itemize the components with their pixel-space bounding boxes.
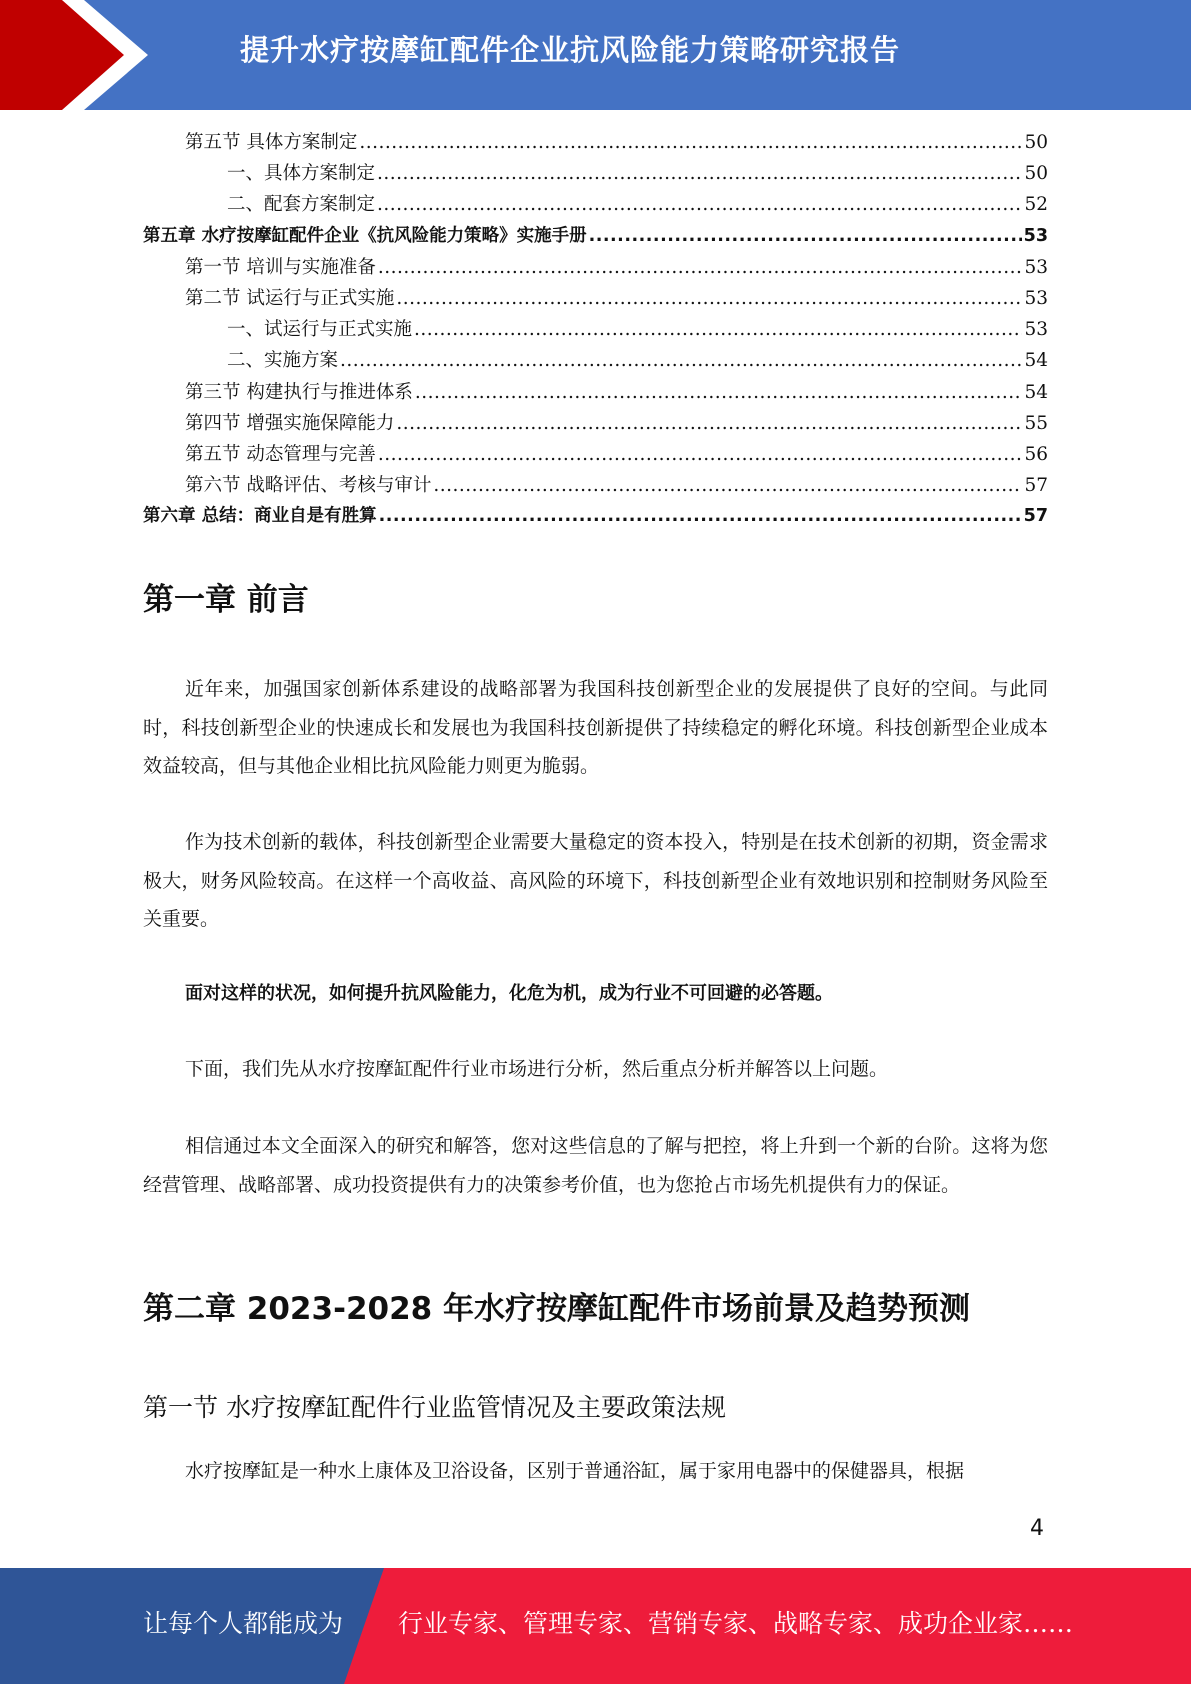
toc-entry-label: 第六节 战略评估、考核与审计 xyxy=(185,475,432,497)
toc-entry-page: 57 xyxy=(1023,506,1048,527)
toc-entry[interactable] xyxy=(143,190,1048,221)
toc-leader-dots xyxy=(378,257,1023,278)
paragraph: 下面，我们先从水疗按摩缸配件行业市场进行分析，然后重点分析并解答以上问题。 xyxy=(185,1058,889,1080)
toc-entry[interactable] xyxy=(143,159,1048,190)
section-heading: 第一节 水疗按摩缸配件行业监管情况及主要政策法规 xyxy=(143,1393,726,1422)
toc-entry-label: 二、配套方案制定 xyxy=(227,194,376,216)
toc-entry-label: 一、具体方案制定 xyxy=(227,163,376,185)
toc-entry[interactable] xyxy=(143,128,1048,159)
toc-entry-label: 第二节 试运行与正式实施 xyxy=(185,287,395,309)
toc-entry-page: 54 xyxy=(1024,350,1048,372)
page-header xyxy=(0,0,1191,110)
page-number: 4 xyxy=(1030,1516,1044,1541)
paragraph: 近年来，加强国家创新体系建设的战略部署为我国科技创新型企业的发展提供了良好的空间。与此同时，科技创新型企业的快速成长和发展也为我国科技创新提供了持续稳定的孵化环境。科技创新型企业成本效益较高，但与其他企业相比抗风险能力则更为脆弱。 xyxy=(143,678,1048,777)
toc-entry-page: 50 xyxy=(1024,132,1048,153)
toc-leader-dots xyxy=(378,444,1023,465)
toc-leader-dots xyxy=(377,194,1022,215)
toc-entry[interactable] xyxy=(143,222,1048,253)
toc-leader-dots xyxy=(396,413,1022,434)
highlight-paragraph: 面对这样的状况，如何提升抗风险能力，化危为机，成为行业不可回避的必答题。 xyxy=(185,983,833,1004)
toc-leader-dots xyxy=(415,382,1023,403)
toc-leader-dots xyxy=(377,163,1022,184)
toc-entry[interactable] xyxy=(143,284,1048,315)
toc-entry-page: 50 xyxy=(1024,163,1048,185)
toc-leader-dots xyxy=(379,506,1022,526)
toc-leader-dots xyxy=(433,475,1022,496)
toc-entry-label: 第五节 具体方案制定 xyxy=(185,132,358,153)
toc-entry-page: 57 xyxy=(1024,475,1048,497)
toc-entry-label: 第三节 构建执行与推进体系 xyxy=(185,381,413,403)
toc-entry-label: 二、实施方案 xyxy=(227,350,339,372)
toc-leader-dots xyxy=(589,226,1022,246)
toc-entry-page: 53 xyxy=(1024,287,1048,309)
toc-entry-label: 第六章 总结：商业自是有胜算 xyxy=(143,506,377,527)
toc-entry-label: 第一节 培训与实施准备 xyxy=(185,256,376,278)
toc-entry[interactable] xyxy=(143,315,1048,346)
footer-slogan-left: 让每个人都能成为 xyxy=(143,1609,344,1638)
footer-slogan-right: 行业专家、管理专家、营销专家、战略专家、成功企业家…… xyxy=(398,1609,1074,1638)
toc-entry[interactable] xyxy=(143,409,1048,440)
toc-entry[interactable] xyxy=(143,471,1048,502)
paragraph: 相信通过本文全面深入的研究和解答，您对这些信息的了解与把控，将上升到一个新的台阶。这将为您经营管理、战略部署、成功投资提供有力的决策参考价值，也为您抢占市场先机提供有力的保证。 xyxy=(143,1135,1048,1196)
table-of-contents xyxy=(143,128,1048,533)
toc-entry-page: 53 xyxy=(1024,256,1048,278)
toc-entry-label: 第四节 增强实施保障能力 xyxy=(185,412,395,434)
toc-entry[interactable] xyxy=(143,378,1048,409)
toc-leader-dots xyxy=(340,350,1022,371)
toc-entry[interactable] xyxy=(143,440,1048,471)
page-footer xyxy=(0,1568,1191,1684)
report-title: 提升水疗按摩缸配件企业抗风险能力策略研究报告 xyxy=(240,33,901,67)
toc-leader-dots xyxy=(359,132,1022,153)
toc-leader-dots xyxy=(396,288,1022,309)
toc-entry-page: 52 xyxy=(1024,194,1048,216)
toc-entry-page: 56 xyxy=(1024,443,1048,465)
toc-entry[interactable] xyxy=(143,253,1048,284)
toc-leader-dots xyxy=(414,319,1022,340)
toc-entry-page: 55 xyxy=(1024,412,1048,434)
paragraph: 作为技术创新的载体，科技创新型企业需要大量稳定的资本投入，特别是在技术创新的初期，资金需求极大，财务风险较高。在这样一个高收益、高风险的环境下，科技创新型企业有效地识别和控制财务风险至关重要。 xyxy=(143,831,1048,930)
toc-entry-page: 53 xyxy=(1023,225,1048,246)
toc-entry-label: 第五节 动态管理与完善 xyxy=(185,443,376,465)
toc-entry-label: 一、试运行与正式实施 xyxy=(227,319,413,341)
toc-entry[interactable] xyxy=(143,502,1048,533)
toc-entry-page: 54 xyxy=(1024,381,1048,403)
toc-entry-label: 第五章 水疗按摩缸配件企业《抗风险能力策略》实施手册 xyxy=(143,225,587,246)
paragraph: 水疗按摩缸是一种水上康体及卫浴设备，区别于普通浴缸，属于家用电器中的保健器具，根据 xyxy=(185,1460,965,1482)
toc-entry-page: 53 xyxy=(1024,319,1048,341)
chapter-2-heading: 第二章 2023-2028 年水疗按摩缸配件市场前景及趋势预测 xyxy=(143,1291,971,1327)
toc-entry[interactable] xyxy=(143,346,1048,377)
chapter-1-heading: 第一章 前言 xyxy=(143,582,309,618)
